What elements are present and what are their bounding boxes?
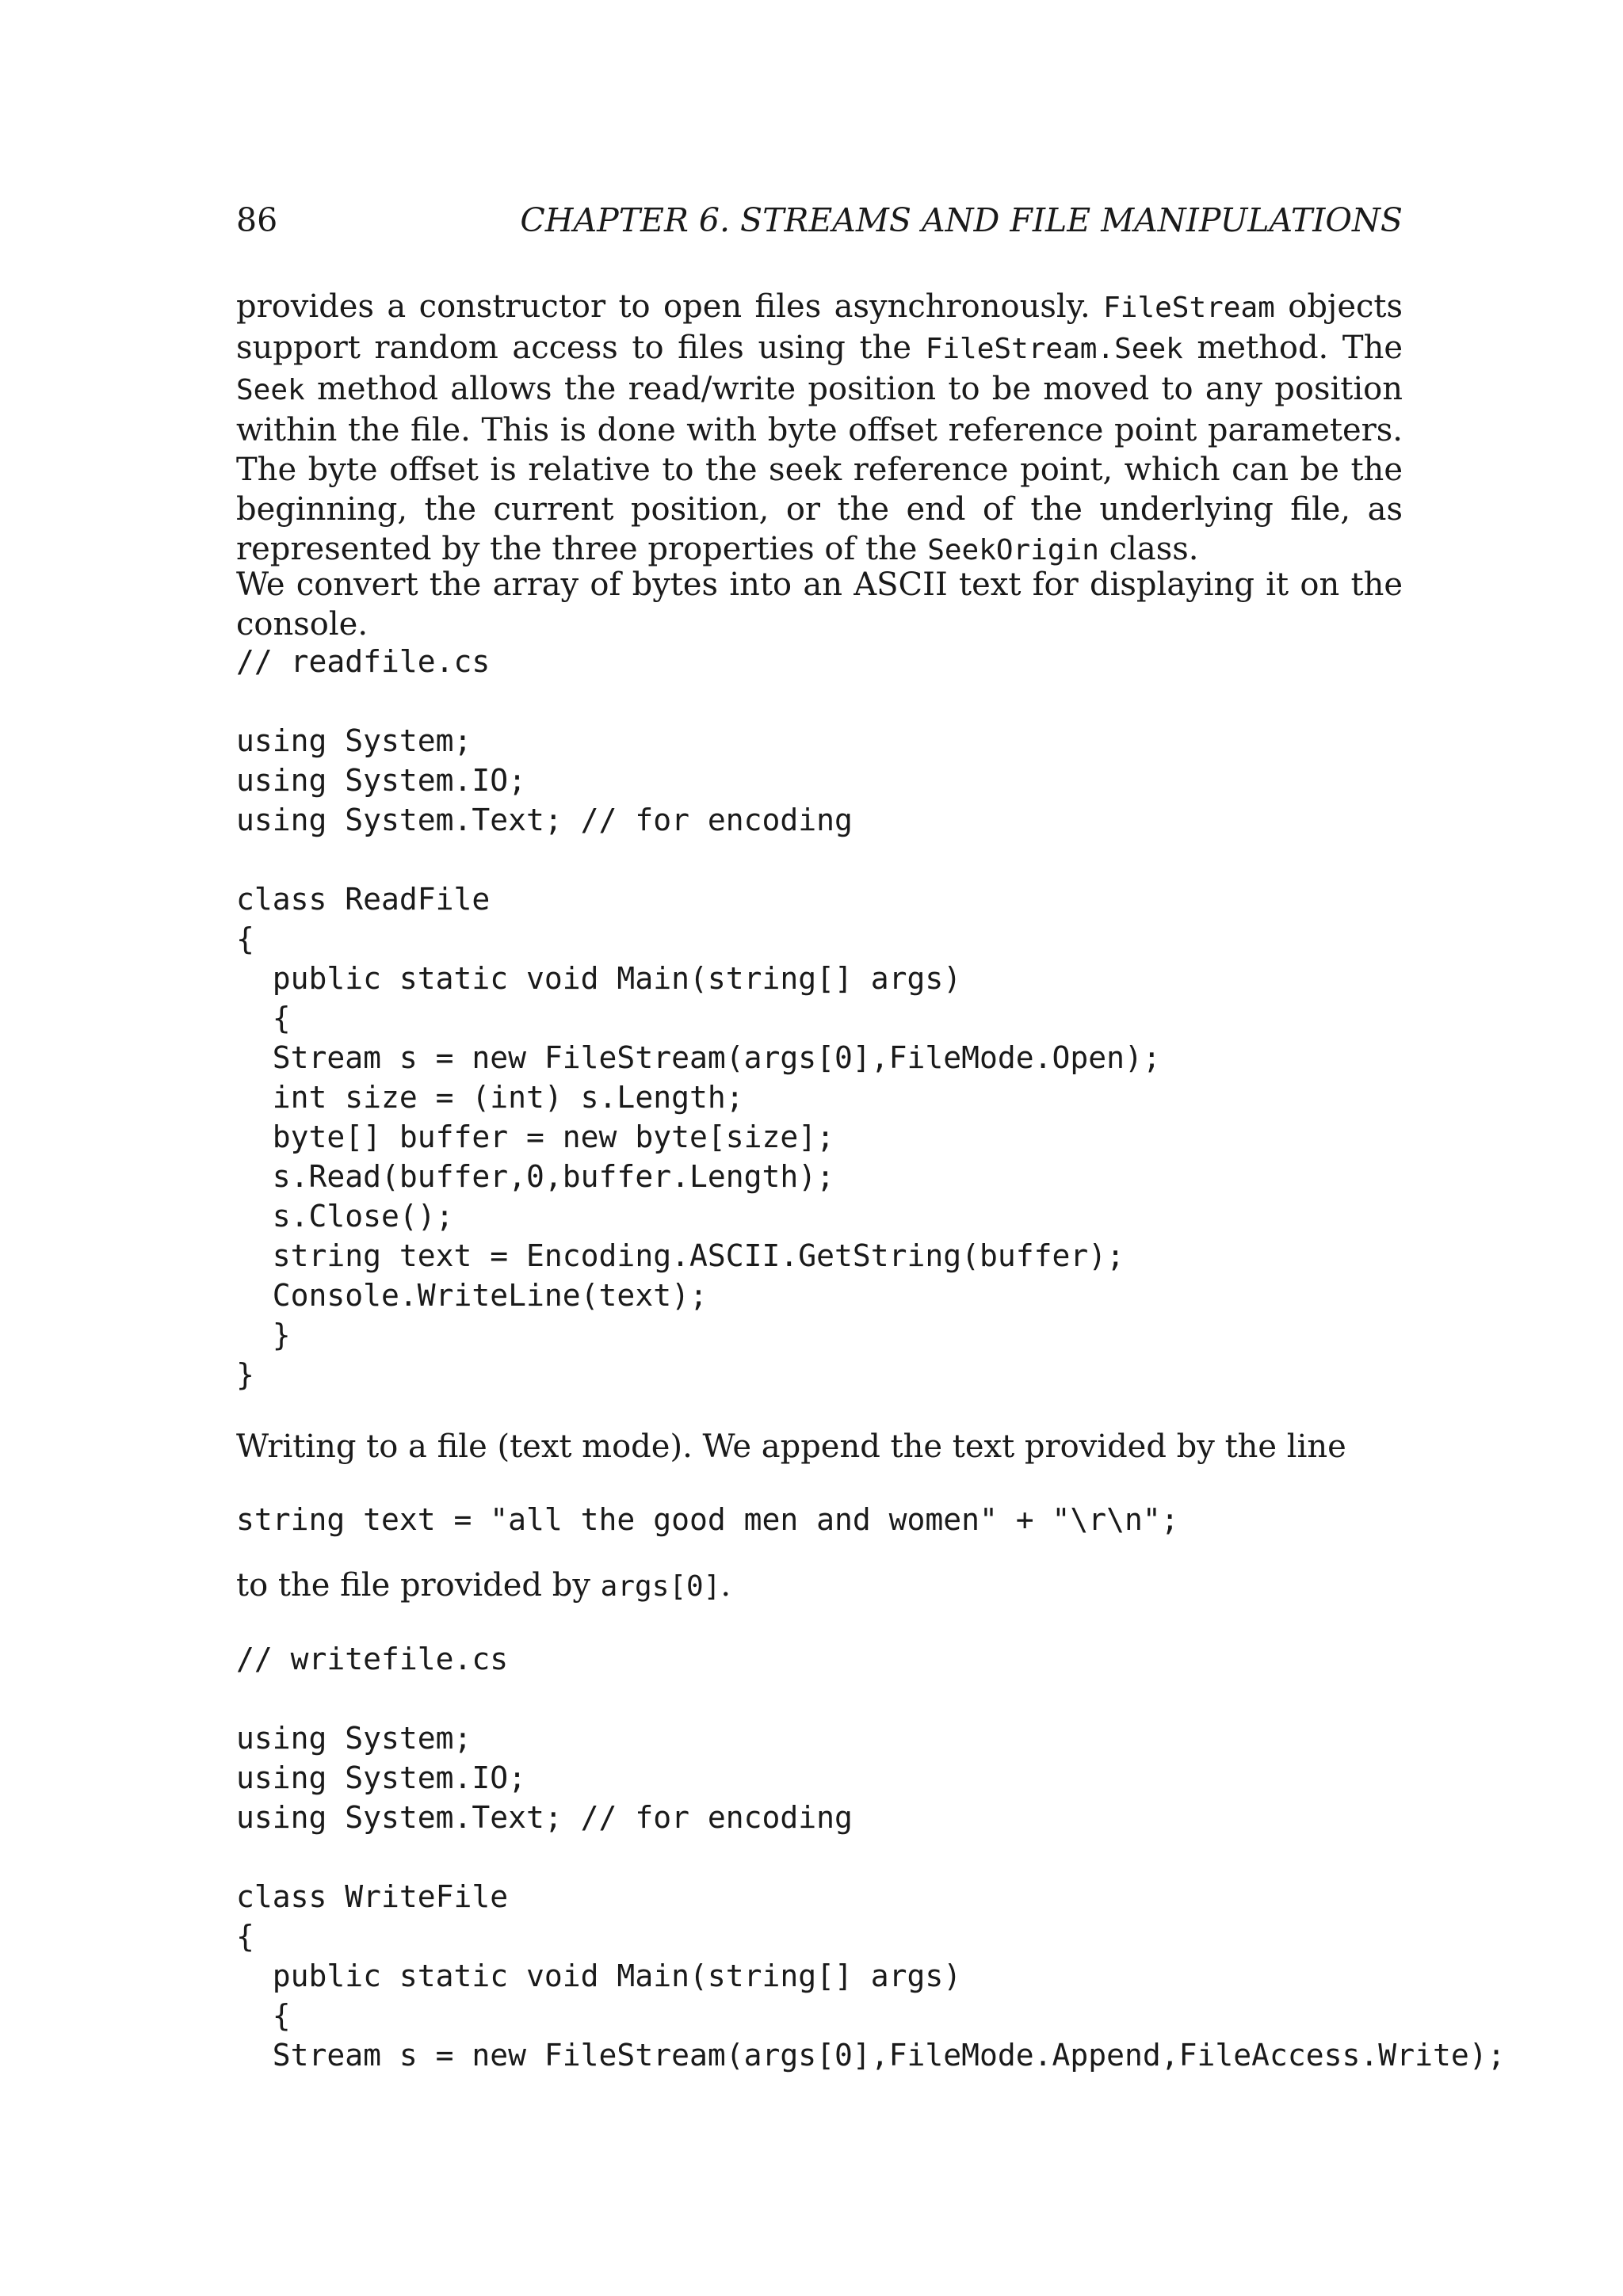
inline-code: args[0] bbox=[600, 1570, 721, 1603]
paragraph-text: . bbox=[720, 1567, 731, 1604]
paragraph-text: method allows the read/write position to be moved to any position within the file. This is done with byte offset reference point parameters. The byte offset is relative to the seek reference point, which can be the beginning, the current position, or the end of the underlying file, as represented by the three properties of the bbox=[236, 371, 1403, 567]
code-block-writefile: // writefile.cs using System; using System.IO; using System.Text; // for encoding class WriteFile { public static void Main(string[] args) { Stream s = new FileStream(args[0],FileMode.Append,FileAccess.Write); bbox=[236, 1642, 1506, 2073]
paragraph-seek bbox=[236, 287, 1403, 570]
paragraph-text: class. bbox=[1098, 531, 1199, 567]
page-number: 86 bbox=[236, 201, 278, 239]
paragraph-text: to the file provided by bbox=[236, 1567, 601, 1604]
paragraph-text: objects support random access to files using the bbox=[236, 288, 1403, 366]
code-line-text: string text = "all the good men and women" + "\r\n"; bbox=[236, 1502, 1179, 1537]
paragraph-text: method. The bbox=[1182, 330, 1403, 366]
paragraph-args bbox=[236, 1566, 1403, 1607]
inline-code: Seek bbox=[236, 374, 305, 406]
inline-code: FileStream bbox=[1103, 292, 1275, 324]
paragraph-text: provides a constructor to open files asynchronously. bbox=[236, 288, 1104, 325]
code-block-readfile: // readfile.cs using System; using System.IO; using System.Text; // for encoding class ReadFile { public static void Main(string[] args) { Stream s = new FileStream(args[0],FileMode.Open); int size = (int) s.Length; byte[] buffer = new byte[size]; s.Read(buffer,0,buffer.Length); s.Close(); string text = Encoding.ASCII.GetString(buffer); Console.WriteLine(text); } } bbox=[236, 644, 1161, 1392]
inline-code: SeekOrigin bbox=[927, 534, 1099, 566]
page-header bbox=[236, 198, 1403, 242]
paragraph-ascii: We convert the array of bytes into an ASCII text for displaying it on the console. bbox=[236, 566, 1403, 643]
inline-code: FileStream.Seek bbox=[925, 333, 1183, 365]
running-head: CHAPTER 6. STREAMS AND FILE MANIPULATIONS bbox=[520, 201, 1403, 239]
paragraph-writing: Writing to a file (text mode). We append the text provided by the line bbox=[236, 1428, 1346, 1465]
